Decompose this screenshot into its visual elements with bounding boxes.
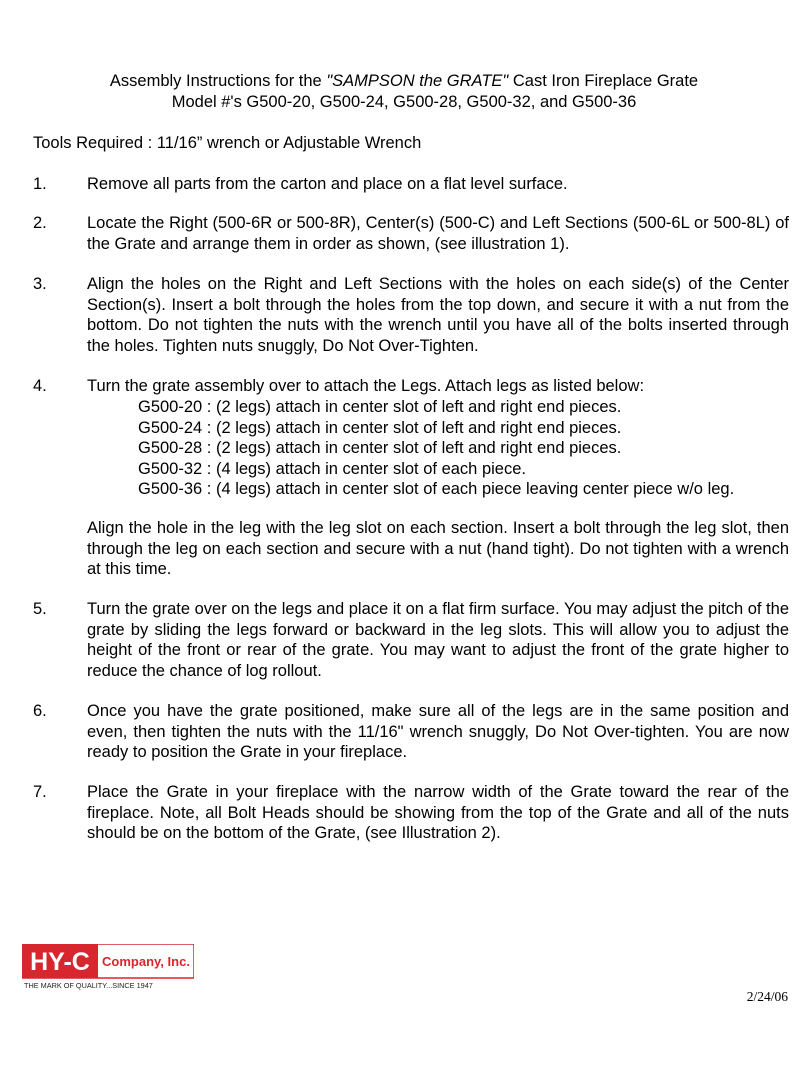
step-text: Align the holes on the Right and Left Sections with the holes on each side(s) of the Center Section(s). Insert a bolt through the holes from the top down, and secure it with a nut from the bottom. Do not tighten the nuts with the wrench until you have all of the bolts inserted through the holes. Tighten nuts snuggly, Do Not Over-Tighten. [87,275,789,355]
step-text: Place the Grate in your fireplace with the narrow width of the Grate toward the rear of the fireplace. Note, all Bolt Heads should be showing from the top of the Grate and all of the nuts should be on the bottom of the Grate, (see Illustration 2). [87,783,789,842]
step-number: 1. [33,175,47,193]
step-text: Once you have the grate positioned, make sure all of the legs are in the same position and even, then tighten the nuts with the 11/16" wrench snuggly, Do Not Over-tighten. You are now ready to position the Grate in your fireplace. [87,702,789,761]
step-4-note: Align the hole in the leg with the leg slot on each section. Insert a bolt through the leg slot, then through the leg on each section and secure with a nut (hand tight). Do not tighten with a wrench at this time. [87,519,789,578]
step-2 [33,213,789,254]
step-number: 7. [33,783,47,801]
step-number: 2. [33,214,47,232]
leg-list-item: G500-28 : (2 legs) attach in center slot of left and right end pieces. [138,439,622,457]
step-text: Turn the grate assembly over to attach the Legs. Attach legs as listed below: [87,377,645,395]
hyc-company-logo [22,944,194,990]
logo-mark: HY-C [30,948,90,976]
leg-list-item: G500-20 : (2 legs) attach in center slot of left and right end pieces. [138,398,622,416]
step-number: 3. [33,275,47,293]
model-numbers: Model #'s G500-20, G500-24, G500-28, G500-32, and G500-36 [171,93,637,111]
tools-required: Tools Required : 11/16” wrench or Adjustable Wrench [33,134,422,152]
step-1 [33,174,789,195]
leg-list-item: G500-32 : (4 legs) attach in center slot of each piece. [138,459,526,478]
leg-list-item: G500-24 : (2 legs) attach in center slot of left and right end pieces. [138,418,622,437]
step-number: 4. [33,377,47,395]
document-date: 2/24/06 [746,989,788,1004]
step-text: Turn the grate over on the legs and place it on a flat firm surface. You may adjust the pitch of the grate by sliding the legs forward or backward in the leg slots. This will allow you to adjust the height of the front or rear of the grate. You may want to adjust the front of the grate higher to reduce the chance of log rollout. [87,600,789,680]
leg-list [138,397,734,500]
step-3 [33,274,789,356]
document-title: Assembly Instructions for the "SAMPSON the GRATE" Cast Iron Fireplace Grate [109,72,699,90]
step-number: 5. [33,600,47,618]
step-number: 6. [33,702,47,720]
step-5 [33,599,789,681]
logo-company: Company, Inc. [102,954,190,969]
logo-tagline: THE MARK OF QUALITY...SINCE 1947 [24,981,153,990]
step-text: Locate the Right (500-6R or 500-8R), Center(s) (500-C) and Left Sections (500-6L or 500-8L) of the Grate and arrange them in order as shown, (see illustration 1). [87,214,789,253]
step-text: Remove all parts from the carton and place on a flat level surface. [87,175,568,193]
step-7 [33,782,789,844]
step-6 [33,701,789,763]
step-4 [33,376,789,397]
leg-list-item: G500-36 : (4 legs) attach in center slot of each piece leaving center piece w/o leg. [138,480,735,498]
product-name: "SAMPSON the GRATE" [326,72,509,90]
